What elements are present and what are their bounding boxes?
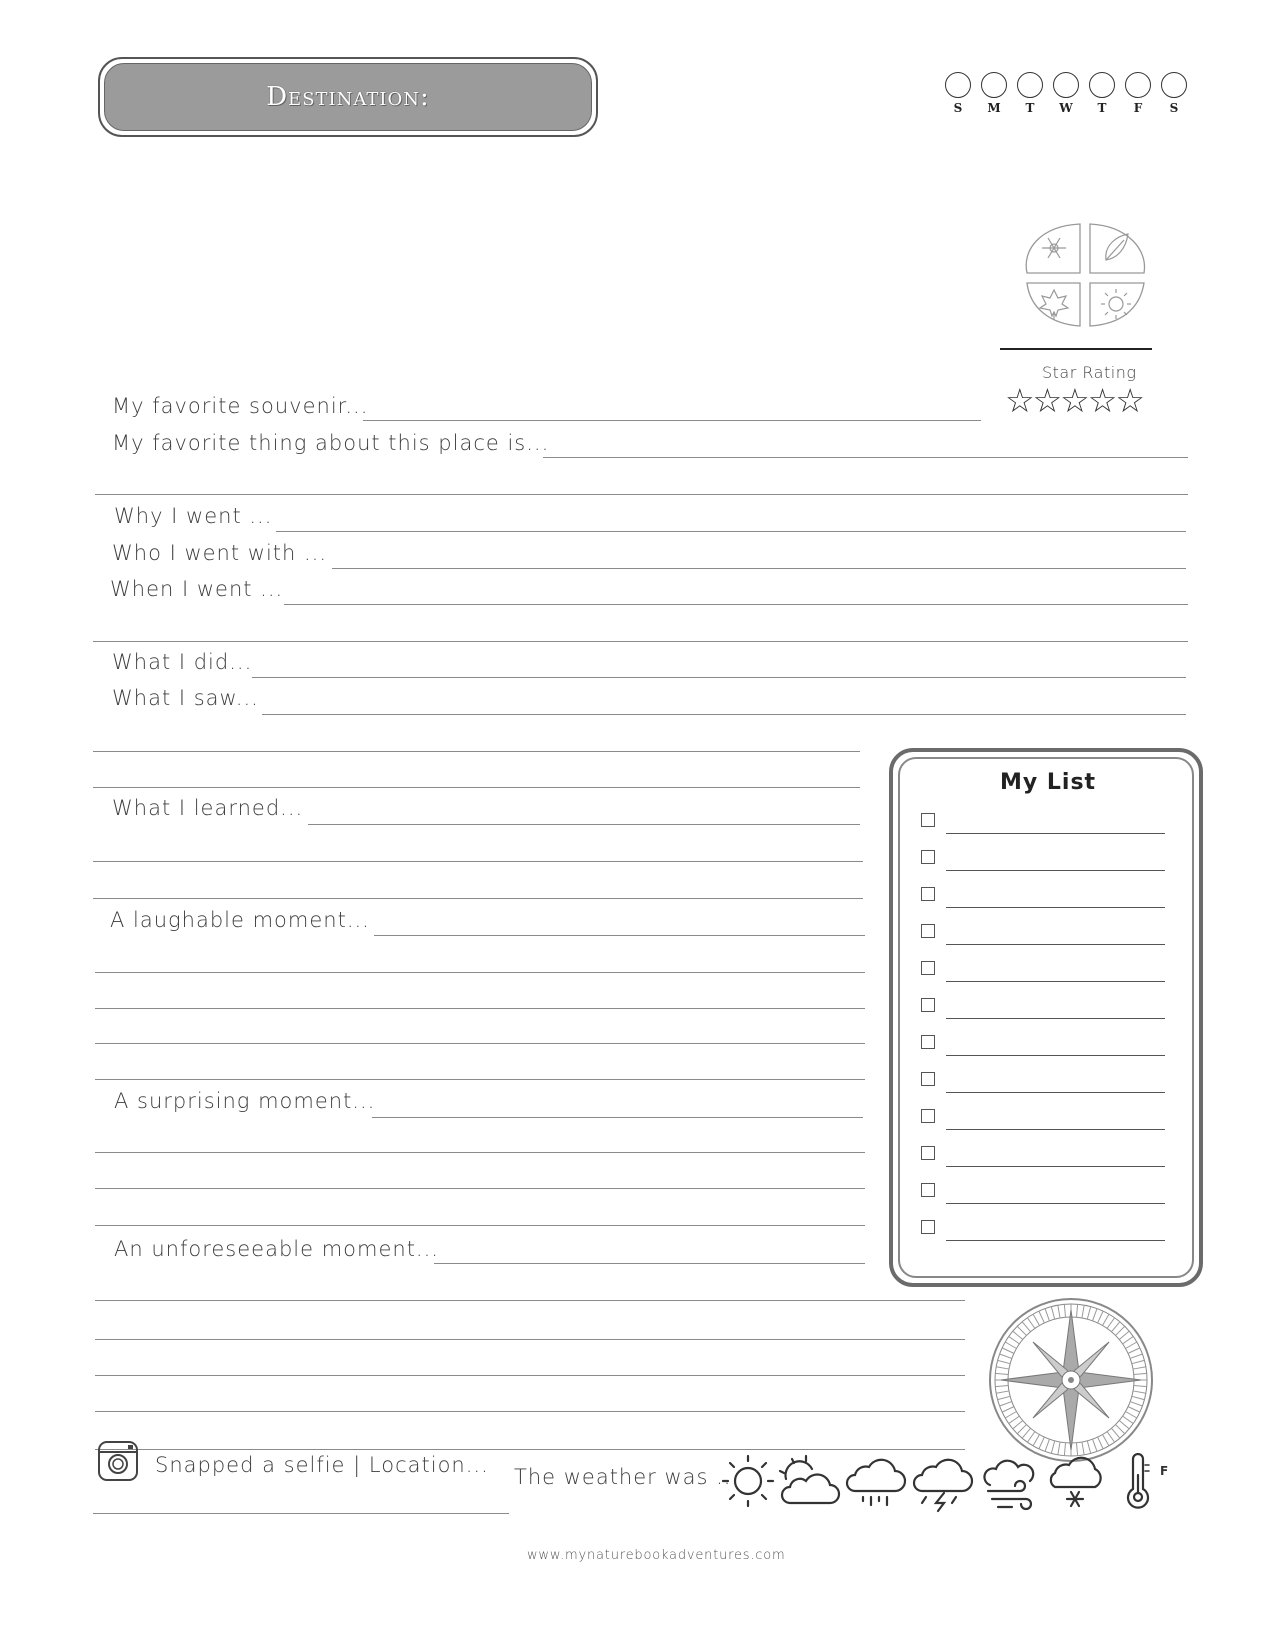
surprising-prompt: A surprising moment...: [114, 1089, 376, 1113]
writing-line[interactable]: [95, 1339, 965, 1340]
compass-tick: [1103, 1314, 1110, 1325]
compass-tick: [1111, 1428, 1119, 1438]
leaf-icon: [1106, 234, 1128, 260]
day-circle-monday[interactable]: [981, 72, 1007, 98]
compass-tick: [998, 1396, 1011, 1399]
why-prompt: Why I went ...: [114, 504, 273, 528]
saw-prompt: What I saw...: [112, 686, 259, 710]
day-circle-thursday[interactable]: [1089, 72, 1115, 98]
compass-tick: [1093, 1309, 1097, 1321]
checkbox[interactable]: [921, 1183, 935, 1197]
my-list-title: My List: [1000, 770, 1097, 795]
selfie-location-line[interactable]: [93, 1513, 509, 1514]
compass-tick: [1027, 1432, 1034, 1443]
list-item-line[interactable]: [946, 1240, 1165, 1241]
compass-tick: [1132, 1360, 1145, 1363]
when-prompt: When I went ...: [110, 577, 284, 601]
writing-line[interactable]: [93, 898, 863, 899]
compass-tick: [1039, 1311, 1044, 1323]
compass-tick: [1033, 1435, 1040, 1446]
selfie-prompt: Snapped a selfie | Location...: [155, 1453, 489, 1477]
checkbox[interactable]: [921, 887, 935, 901]
checkbox[interactable]: [921, 998, 935, 1012]
checkbox[interactable]: [921, 1109, 935, 1123]
compass-tick: [1128, 1407, 1140, 1412]
compass-tick: [1103, 1435, 1110, 1446]
compass-tick: [1133, 1391, 1146, 1393]
day-circle-wednesday[interactable]: [1053, 72, 1079, 98]
checkbox[interactable]: [921, 1146, 935, 1160]
checkbox[interactable]: [921, 1035, 935, 1049]
surprising-line[interactable]: [372, 1117, 863, 1118]
checkbox[interactable]: [921, 850, 935, 864]
when-line[interactable]: [284, 604, 1188, 605]
did-line[interactable]: [252, 677, 1186, 678]
day-label: F: [1133, 101, 1143, 115]
laughable-prompt: A laughable moment...: [110, 908, 370, 932]
souvenir-prompt: My favorite souvenir...: [112, 394, 369, 418]
snowflake-icon: [1042, 238, 1066, 258]
destination-banner-fill: [104, 63, 592, 131]
compass-tick: [995, 1373, 1008, 1374]
favorite-thing-prompt: My favorite thing about this place is...: [112, 431, 550, 455]
compass-tick: [1005, 1412, 1016, 1419]
compass-tick: [1000, 1354, 1012, 1358]
compass-tick: [1039, 1437, 1044, 1449]
compass-tick: [1111, 1322, 1119, 1332]
compass-tick: [1130, 1402, 1142, 1406]
compass-tick: [1123, 1336, 1134, 1343]
writing-line[interactable]: [93, 751, 860, 752]
day-label: S: [953, 101, 963, 115]
compass-tick: [1119, 1331, 1129, 1339]
compass-tick: [1107, 1318, 1114, 1329]
writing-line[interactable]: [95, 1449, 965, 1450]
unforeseeable-line[interactable]: [434, 1263, 865, 1264]
compass-tick: [1098, 1311, 1103, 1323]
writing-line[interactable]: [95, 1225, 865, 1226]
rain-icon[interactable]: [847, 1460, 905, 1505]
compass-tick: [1128, 1348, 1140, 1353]
compass-tick: [1126, 1412, 1137, 1419]
writing-line[interactable]: [95, 1152, 865, 1153]
souvenir-line[interactable]: [363, 420, 981, 421]
compass-tick: [1133, 1367, 1146, 1369]
camera-icon: [97, 1440, 139, 1482]
learned-prompt: What I learned...: [112, 796, 304, 820]
compass-tick: [1017, 1425, 1026, 1434]
writing-line[interactable]: [95, 1079, 865, 1080]
list-item-line[interactable]: [946, 1055, 1165, 1056]
compass-tick: [996, 1391, 1009, 1393]
day-label: W: [1059, 101, 1073, 115]
compass-tick: [996, 1367, 1009, 1369]
compass-tick: [1002, 1348, 1014, 1353]
writing-line[interactable]: [95, 1188, 865, 1189]
list-item-line[interactable]: [946, 870, 1165, 871]
sun-icon: [1101, 289, 1131, 319]
compass-tick: [1045, 1309, 1049, 1321]
compass-rose-icon: [988, 1297, 1154, 1463]
rating-divider: [1000, 348, 1152, 350]
saw-line[interactable]: [262, 714, 1186, 715]
writing-line[interactable]: [95, 494, 1188, 495]
compass-tick: [1076, 1304, 1077, 1317]
compass-tick: [1126, 1342, 1137, 1349]
checkbox[interactable]: [921, 924, 935, 938]
season-visited-graphic: [1010, 198, 1160, 330]
compass-tick: [1082, 1305, 1084, 1318]
compass-tick: [1002, 1407, 1014, 1412]
writing-line[interactable]: [93, 787, 860, 788]
star-rating-title: Star Rating: [1042, 363, 1137, 382]
compass-tick: [1045, 1439, 1049, 1451]
compass-tick: [1009, 1336, 1020, 1343]
thermometer-icon[interactable]: [1128, 1454, 1149, 1508]
compass-tick: [1123, 1416, 1134, 1423]
partly-cloudy-icon[interactable]: [780, 1456, 839, 1503]
day-circle-sunday[interactable]: [945, 72, 971, 98]
compass-tick: [1005, 1342, 1016, 1349]
list-item-line[interactable]: [946, 981, 1165, 982]
compass-tick: [998, 1360, 1011, 1363]
season-summer-quadrant: [1090, 283, 1144, 326]
compass-tick: [1027, 1318, 1034, 1329]
compass-tick: [1033, 1314, 1040, 1325]
list-item-line[interactable]: [946, 1203, 1165, 1204]
day-label: T: [1097, 101, 1107, 115]
day-circle-tuesday[interactable]: [1017, 72, 1043, 98]
list-item-line[interactable]: [946, 944, 1165, 945]
list-item-line[interactable]: [946, 1092, 1165, 1093]
checkbox[interactable]: [921, 1220, 935, 1234]
website-footer[interactable]: www.mynaturebookadventures.com: [527, 1548, 786, 1563]
maple-leaf-icon: [1040, 290, 1068, 320]
compass-tick: [1116, 1425, 1125, 1434]
weather-icons: [720, 1453, 1190, 1513]
compass-tick: [1132, 1396, 1145, 1399]
compass-tick: [1051, 1307, 1054, 1320]
season-spring-quadrant: [1090, 224, 1145, 273]
writing-line[interactable]: [93, 641, 1188, 642]
checkbox[interactable]: [921, 961, 935, 975]
compass-tick: [1087, 1307, 1090, 1320]
day-label: T: [1025, 101, 1035, 115]
snow-icon[interactable]: [1051, 1458, 1101, 1506]
list-item-line[interactable]: [946, 1129, 1165, 1130]
who-line[interactable]: [332, 568, 1186, 569]
thunderstorm-icon[interactable]: [914, 1460, 972, 1511]
sunny-icon[interactable]: [723, 1456, 773, 1506]
checkbox[interactable]: [921, 1072, 935, 1086]
day-circle-saturday[interactable]: [1161, 72, 1187, 98]
list-item-line[interactable]: [946, 1018, 1165, 1019]
compass-tick: [1022, 1322, 1030, 1332]
destination-banner: [98, 57, 598, 137]
writing-line[interactable]: [95, 1375, 965, 1376]
svg-text:F: F: [1160, 1464, 1169, 1478]
compass-tick: [1134, 1373, 1147, 1374]
compass-tick: [1107, 1432, 1114, 1443]
compass-tick: [1098, 1437, 1103, 1449]
season-visited-title: [1029, 198, 1140, 200]
favorite-thing-line[interactable]: [543, 457, 1188, 458]
compass-tick: [1130, 1354, 1142, 1358]
compass-tick: [1051, 1441, 1054, 1454]
compass-tick: [1017, 1326, 1026, 1335]
compass-tick: [1064, 1304, 1065, 1317]
did-prompt: What I did...: [112, 650, 253, 674]
compass-tick: [1000, 1402, 1012, 1406]
writing-line[interactable]: [95, 1300, 965, 1301]
list-item-line[interactable]: [946, 1166, 1165, 1167]
writing-line[interactable]: [95, 1043, 865, 1044]
compass-tick: [1116, 1326, 1125, 1335]
who-prompt: Who I went with ...: [112, 541, 328, 565]
compass-tick: [1093, 1439, 1097, 1451]
day-label: S: [1169, 101, 1179, 115]
writing-line[interactable]: [95, 1008, 865, 1009]
writing-line[interactable]: [95, 1411, 965, 1412]
why-line[interactable]: [276, 531, 1186, 532]
compass-tick: [1087, 1441, 1090, 1454]
writing-line[interactable]: [95, 972, 865, 973]
destination-label: Destination:: [266, 82, 430, 112]
checkbox[interactable]: [921, 813, 935, 827]
compass-tick: [995, 1385, 1008, 1386]
compass-tick: [1009, 1416, 1020, 1423]
compass-tick: [1013, 1331, 1023, 1339]
star-rating[interactable]: ☆☆☆☆☆: [1005, 381, 1143, 420]
compass-tick: [1134, 1385, 1147, 1386]
writing-line[interactable]: [93, 861, 863, 862]
weather-prompt: The weather was ...: [514, 1465, 740, 1489]
laughable-line[interactable]: [374, 935, 865, 936]
unforeseeable-prompt: An unforeseeable moment...: [114, 1237, 439, 1261]
list-item-line[interactable]: [946, 907, 1165, 908]
compass-tick: [1119, 1420, 1129, 1428]
learned-line[interactable]: [308, 824, 860, 825]
compass-tick: [1058, 1305, 1060, 1318]
windy-icon[interactable]: [984, 1461, 1033, 1509]
compass-tick: [1022, 1428, 1030, 1438]
list-item-line[interactable]: [946, 833, 1165, 834]
day-circle-friday[interactable]: [1125, 72, 1151, 98]
compass-tick: [1013, 1420, 1023, 1428]
day-label: M: [987, 101, 1001, 115]
